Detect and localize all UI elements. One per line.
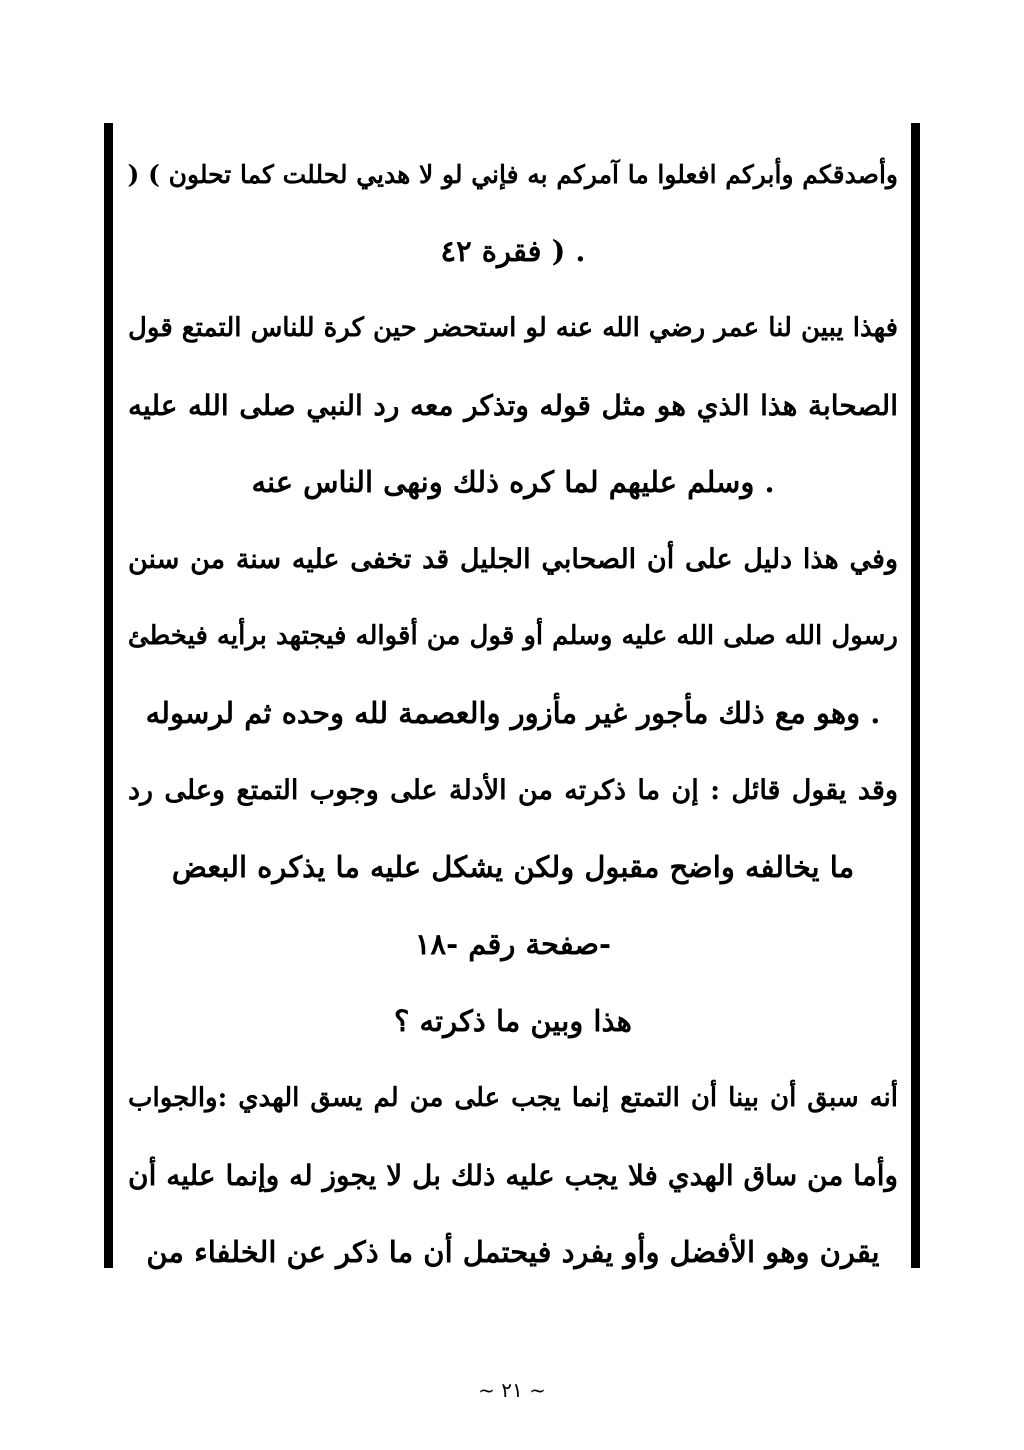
text-line: يقرن وهو الأفضل وأو يفرد فيحتمل أن ما ذكر عن الخلفاء من xyxy=(146,1235,880,1269)
text-line: . وهو مع ذلك مأجور غير مأزور والعصمة لله وحده ثم لرسوله xyxy=(145,696,881,730)
text-line: وفي هذا دليل على أن الصحابي الجليل قد تخفى عليه سنة من سنن xyxy=(128,544,898,575)
text-body xyxy=(128,136,898,1291)
text-line: فهذا يبين لنا عمر رضي الله عنه لو استحضر حين كرة للناس التمتع قول xyxy=(128,313,898,343)
text-line: أنه سبق أن بينا أن التمتع إنما يجب على من لم يسق الهدي :والجواب xyxy=(128,1083,898,1113)
text-line: وأما من ساق الهدي فلا يجب عليه ذلك بل لا يجوز له وإنما عليه أن xyxy=(128,1159,898,1192)
section-question: هذا وبين ما ذكرته ؟ xyxy=(394,1004,632,1038)
text-line: وقد يقول قائل : إن ما ذكرته من الأدلة على وجوب التمتع وعلى رد xyxy=(128,775,898,806)
text-line: وأصدقكم وأبركم افعلوا ما آمركم به فإني لو لا هديي لحللت كما تحلون ) ( xyxy=(128,160,898,189)
text-line: الصحابة هذا الذي هو مثل قوله وتذكر معه رد النبي صلى الله عليه xyxy=(128,389,898,422)
page-reference: -صفحة رقم -١٨ xyxy=(414,927,612,961)
page-number: ~ ٢١ ~ xyxy=(478,1378,546,1402)
text-line: . وسلم عليهم لما كره ذلك ونهى الناس عنه xyxy=(251,465,775,499)
right-border-bar xyxy=(911,123,920,1268)
text-line: رسول الله صلى الله عليه وسلم أو قول من أقواله فيجتهد برأيه فيخطئ xyxy=(128,621,898,651)
text-line: ما يخالفه واضح مقبول ولكن يشكل عليه ما يذكره البعض xyxy=(171,850,855,884)
left-border-bar xyxy=(104,123,113,1268)
text-line: . ( فقرة ٤٢ xyxy=(440,234,586,268)
